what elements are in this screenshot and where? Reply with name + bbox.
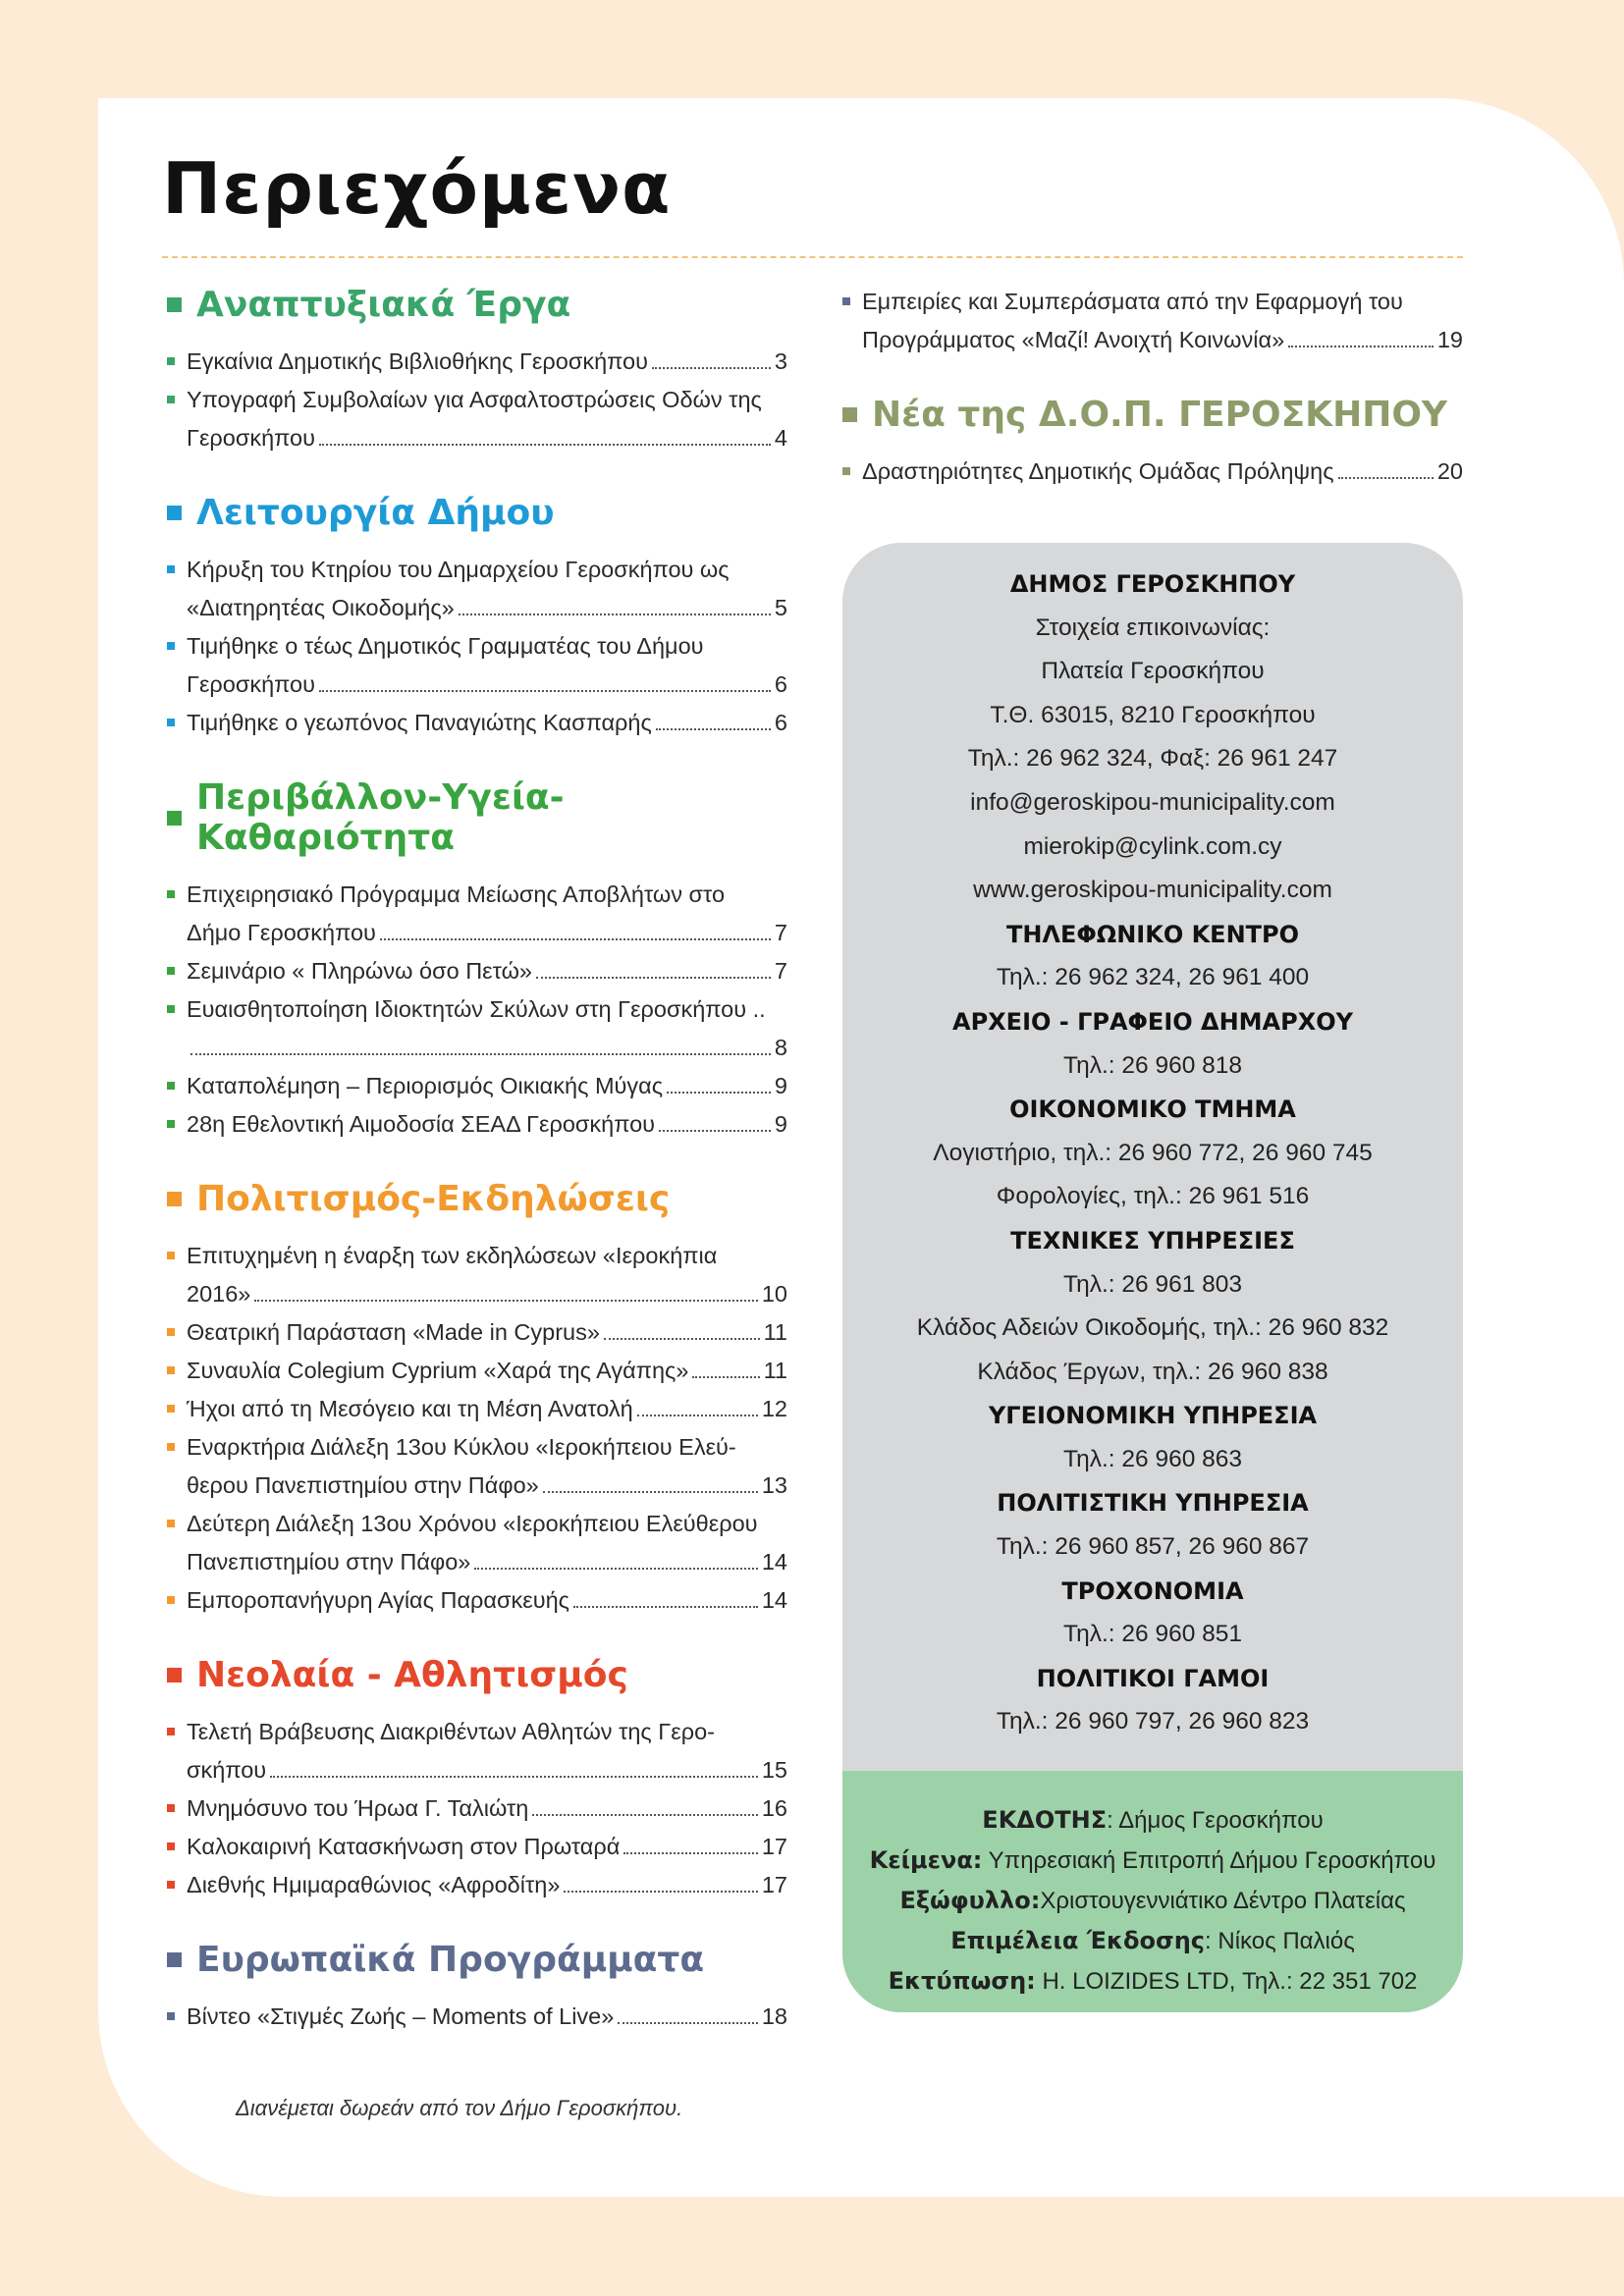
publisher-label: Εκτύπωση: [888,1967,1036,1995]
toc-entry [167,1105,787,1144]
toc-entry-title: Εμποροπανήγυρη Αγίας Παρασκευής [187,1587,569,1613]
square-bullet-icon [167,1952,182,1967]
section-heading-text: Νεολαία - Αθλητισμός [196,1655,628,1695]
contact-heading: ΤΕΧΝΙΚΕΣ ΥΠΗΡΕΣΙΕΣ [1010,1226,1295,1255]
toc-entry [167,1713,787,1789]
square-bullet-icon [167,1405,175,1413]
square-bullet-icon [167,1328,175,1336]
contact-line: Πλατεία Γεροσκήπου [1041,658,1265,685]
toc-right-column [842,285,1463,491]
toc-entry-page: 12 [761,1396,787,1421]
square-bullet-icon [842,407,857,422]
toc-entry-page: 11 [763,1319,787,1345]
square-bullet-icon [167,719,175,726]
publisher-line [842,1881,1463,1921]
contact-heading: ΥΓΕΙΟΝΟΜΙΚΗ ΥΠΗΡΕΣΙΑ [988,1402,1318,1430]
toc-entry [167,1828,787,1866]
dot-leader [459,614,771,615]
toc-entry-list [167,551,787,742]
toc-entry-page: 8 [774,1035,787,1060]
section-heading [167,777,787,858]
toc-entry-title: 28η Εθελοντική Αιμοδοσία ΣΕΑΔ Γεροσκήπου [187,1111,656,1137]
dot-leader [623,1852,758,1854]
toc-entry-page: 4 [774,425,787,451]
square-bullet-icon [167,1596,175,1604]
toc-entry-title: Επιχειρησιακό Πρόγραμμα Μείωσης Αποβλήτων στο [187,881,726,907]
toc-entry [167,1505,787,1581]
toc-entry [167,1866,787,1904]
square-bullet-icon [167,565,175,573]
toc-entry-page: 6 [774,710,787,735]
contact-heading: ΟΙΚΟΝΟΜΙΚΟ ΤΜΗΜΑ [1009,1095,1296,1124]
toc-section [167,493,787,742]
toc-entry-title: Εγκαίνια Δημοτικής Βιβλιοθήκης Γεροσκήπου [187,348,648,374]
publisher-value: Υπηρεσιακή Επιτροπή Δήμου Γεροσκήπου [988,1847,1436,1874]
footer-note: Διανέμεται δωρεάν από τον Δήμο Γεροσκήπου. [236,2096,683,2120]
toc-entry-title-cont: σκήπου [187,1757,267,1783]
publisher-line [842,1841,1463,1881]
dot-leader [692,1376,759,1378]
toc-entry-title: Καλοκαιρινή Κατασκήνωση στον Πρωταρά [187,1834,621,1859]
toc-entry-page: 7 [774,920,787,945]
dot-leader [270,1776,758,1778]
square-bullet-icon [842,467,850,475]
square-bullet-icon [167,1366,175,1374]
section-heading-text: Νέα της Δ.Ο.Π. ΓΕΡΟΣΚΗΠΟΥ [872,395,1448,435]
dot-leader [1288,346,1434,347]
toc-section [167,285,787,457]
dot-leader [319,444,771,446]
contact-line: Τηλ.: 26 962 324, 26 961 400 [996,964,1310,991]
publisher-line [842,1921,1463,1961]
toc-section [167,777,787,1144]
toc-entry-title-cont: Πανεπιστημίου στην Πάφο» [187,1549,471,1575]
toc-entry-title: Εμπειρίες και Συμπεράσματα από την Εφαρμογή του [862,289,1403,314]
square-bullet-icon [167,811,182,826]
toc-entry-page: 14 [761,1587,787,1613]
dot-leader [637,1415,758,1416]
publisher-value: Δήμος Γεροσκήπου [1118,1807,1324,1834]
toc-entry-page: 14 [761,1549,787,1575]
toc-entry [167,343,787,381]
toc-entry-page: 9 [774,1111,787,1137]
square-bullet-icon [167,1728,175,1735]
toc-entry-title: Τιμήθηκε ο γεωπόνος Παναγιώτης Κασπαρής [187,710,652,735]
section-heading-text: Λειτουργία Δήμου [196,493,555,533]
square-bullet-icon [167,890,175,898]
title-divider [162,256,1463,258]
dot-leader [254,1300,758,1302]
contact-line: mierokip@cylink.com.cy [1023,832,1282,860]
dot-leader [1338,477,1434,479]
toc-entry-page: 17 [761,1834,787,1859]
page-title: Περιεχόμενα [162,147,672,230]
toc-entry [167,627,787,704]
toc-entry-title: Θεατρική Παράσταση «Made in Cyprus» [187,1319,600,1345]
toc-entry-title-cont: Γεροσκήπου [187,425,315,451]
square-bullet-icon [167,1842,175,1850]
toc-entry-title: Συναυλία Colegium Cyprium «Χαρά της Αγάπης» [187,1358,689,1383]
toc-entry-title: Βίντεο «Στιγμές Ζωής – Moments of Live» [187,2003,615,2029]
toc-entry-title: Ήχοι από τη Μεσόγειο και τη Μέση Ανατολή [187,1396,633,1421]
toc-entry-page: 18 [761,2003,787,2029]
square-bullet-icon [167,642,175,650]
toc-entry [167,1581,787,1620]
publisher-line [842,1800,1463,1841]
dot-leader [543,1491,758,1493]
toc-entry [167,1313,787,1352]
contact-heading: ΤΡΟΧΟΝΟΜΙΑ [1061,1576,1244,1605]
square-bullet-icon [167,396,175,403]
toc-entry [167,952,787,990]
contact-line: Στοιχεία επικοινωνίας: [1035,614,1271,641]
dot-leader [659,1130,771,1132]
contact-heading: ΑΡΧΕΙΟ - ΓΡΑΦΕΙΟ ΔΗΜΑΡΧΟΥ [952,1007,1353,1036]
contact-heading: ΠΟΛΙΤΙΚΟΙ ΓΑΜΟΙ [1036,1664,1270,1692]
contact-line: Τηλ.: 26 960 857, 26 960 867 [996,1533,1310,1561]
contact-panel [842,543,1463,2012]
dot-leader [604,1338,760,1340]
toc-entry [167,1237,787,1313]
section-heading-text: Ευρωπαϊκά Προγράμματα [196,1940,705,1980]
square-bullet-icon [167,1668,182,1682]
section-heading-text: Αναπτυξιακά Έργα [196,285,571,325]
contact-line: Τηλ.: 26 962 324, Φαξ: 26 961 247 [967,745,1338,773]
toc-entry-page: 10 [761,1281,787,1307]
toc-entry-title-cont: Γεροσκήπου [187,671,315,697]
contact-heading: ΤΗΛΕΦΩΝΙΚΟ ΚΕΝΤΡΟ [1005,920,1300,948]
publisher-value: Χριστουγεννιάτικο Δέντρο Πλατείας [1040,1888,1406,1914]
toc-entry-title: Δεύτερη Διάλεξη 13ου Χρόνου «Ιεροκήπειου Ελεύθερου [187,1511,758,1536]
toc-entry [842,453,1463,491]
contact-line: info@geroskipou-municipality.com [970,788,1335,816]
toc-entry-title-cont: 2016» [187,1281,251,1307]
publisher-sep: : [1205,1928,1218,1954]
publisher-box [842,1771,1463,2012]
contact-line: www.geroskipou-municipality.com [973,877,1332,904]
toc-entry-page: 15 [761,1757,787,1783]
toc-entry-page: 3 [774,348,787,374]
contact-line: Τηλ.: 26 960 851 [1062,1621,1243,1648]
toc-entry-page: 7 [774,958,787,984]
toc-entry [167,1789,787,1828]
square-bullet-icon [167,1881,175,1889]
toc-entry-page: 11 [763,1358,787,1383]
square-bullet-icon [167,1082,175,1090]
section-heading-text: Πολιτισμός-Εκδηλώσεις [196,1179,671,1219]
toc-section [167,1179,787,1620]
toc-entry-title: Σεμινάριο « Πληρώνω όσο Πετώ» [187,958,533,984]
square-bullet-icon [167,1804,175,1812]
toc-entry-title: Μνημόσυνο του Ήρωα Γ. Ταλιώτη [187,1795,529,1821]
square-bullet-icon [167,357,175,365]
publisher-label: Κείμενα: [869,1846,983,1874]
toc-entry-title: Τιμήθηκε ο τέως Δημοτικός Γραμματέας του Δήμου [187,633,704,659]
dot-leader [573,1606,758,1608]
toc-entry-list [167,343,787,457]
section-heading [167,285,787,325]
toc-entry [167,990,787,1067]
publisher-sep: : [1107,1807,1119,1834]
dot-leader [380,938,771,940]
toc-entry-title: Εναρκτήρια Διάλεξη 13ου Κύκλου «Ιεροκήπειου Ελεύ- [187,1434,736,1460]
toc-entry-page: 6 [774,671,787,697]
publisher-label: ΕΚΔΟΤΗΣ [982,1806,1108,1834]
dot-leader [667,1092,771,1094]
toc-entry [167,1428,787,1505]
publisher-value: H. LOIZIDES LTD, Τηλ.: 22 351 702 [1042,1968,1418,1995]
square-bullet-icon [167,506,182,520]
square-bullet-icon [167,1520,175,1527]
contact-line: Τηλ.: 26 960 797, 26 960 823 [996,1708,1310,1735]
toc-section [167,1940,787,2036]
toc-entry-title-cont: Προγράμματος «Μαζί! Ανοιχτή Κοινωνία» [862,327,1285,352]
toc-entry-list [167,1998,787,2036]
toc-section [842,395,1463,491]
section-heading [167,493,787,533]
square-bullet-icon [167,297,182,312]
dot-leader [474,1568,758,1570]
dot-leader [618,2022,758,2024]
contact-heading: ΠΟΛΙΤΙΣΤΙΚΗ ΥΠΗΡΕΣΙΑ [997,1489,1309,1518]
toc-entry-page: 20 [1436,458,1463,484]
contact-heading: ΔΗΜΟΣ ΓΕΡΟΣΚΗΠΟΥ [1009,570,1296,598]
publisher-line [842,1961,1463,2002]
toc-section [167,1655,787,1904]
section-heading-text: Περιβάλλον-Υγεία-Καθαριότητα [196,777,565,858]
toc-entry-page: 5 [774,595,787,620]
toc-entry [842,283,1463,359]
dot-leader [656,728,771,730]
square-bullet-icon [842,297,850,305]
toc-entry-title-cont: «Διατηρητέας Οικοδομής» [187,595,455,620]
toc-entry-list [167,876,787,1144]
contact-list [842,543,1463,1744]
publisher-label: Επιμέλεια Έκδοσης [950,1927,1206,1954]
contact-line: Κλάδος Αδειών Οικοδομής, τηλ.: 26 960 832 [916,1314,1389,1342]
toc-entry [167,876,787,952]
square-bullet-icon [167,1252,175,1259]
contact-line: Λογιστήριο, τηλ.: 26 960 772, 26 960 745 [933,1139,1373,1166]
section-heading [842,395,1463,435]
publisher-value: Νίκος Παλιός [1218,1928,1355,1954]
contact-line: Τηλ.: 26 960 863 [1062,1445,1243,1472]
toc-entry-title: Επιτυχημένη η έναρξη των εκδηλώσεων «Ιεροκήπια [187,1243,718,1268]
toc-entry-list [167,1237,787,1620]
toc-entry-title: Διεθνής Ημιμαραθώνιος «Αφροδίτη» [187,1872,561,1897]
toc-entry-page: 19 [1436,327,1463,352]
publisher-label: Εξώφυλλο: [899,1887,1041,1914]
toc-entry [167,381,787,457]
toc-entry-page: 9 [774,1073,787,1098]
contact-line: Τ.Θ. 63015, 8210 Γεροσκήπου [990,701,1316,728]
toc-entry-page: 13 [761,1472,787,1498]
square-bullet-icon [167,1005,175,1013]
square-bullet-icon [167,1443,175,1451]
section-heading [167,1940,787,1980]
toc-entry-list [842,453,1463,491]
section-heading [167,1179,787,1219]
dot-leader [652,367,771,369]
dot-leader [536,977,771,979]
toc-entry [167,704,787,742]
square-bullet-icon [167,1192,182,1206]
toc-entry-list [167,1713,787,1904]
contact-line: Φορολογίες, τηλ.: 26 961 516 [996,1183,1310,1210]
toc-entry [167,1390,787,1428]
toc-entry [167,1352,787,1390]
toc-entry-title-cont: Δήμο Γεροσκήπου [187,920,376,945]
toc-entry [167,1998,787,2036]
toc-entry-page: 17 [761,1872,787,1897]
dot-leader [564,1891,757,1893]
dot-leader [319,690,771,692]
toc-entry-list [842,283,1463,359]
square-bullet-icon [167,967,175,975]
toc-entry-title-cont: θερου Πανεπιστημίου στην Πάφο» [187,1472,539,1498]
dot-leader [532,1814,758,1816]
toc-entry-title: Δραστηριότητες Δημοτικής Ομάδας Πρόληψης [862,458,1334,484]
toc-left-column [167,285,787,2071]
toc-entry-title: Κήρυξη του Κτηρίου του Δημαρχείου Γεροσκήπου ως [187,557,730,582]
section-heading [167,1655,787,1695]
toc-entry [167,1067,787,1105]
toc-entry-title: Υπογραφή Συμβολαίων για Ασφαλτοστρώσεις Οδών της [187,387,762,412]
toc-entry-title: Τελετή Βράβευσης Διακριθέντων Αθλητών της Γερο- [187,1719,715,1744]
toc-entry-page: 16 [761,1795,787,1821]
toc-entry-title: Καταπολέμηση – Περιορισμός Οικιακής Μύγας [187,1073,664,1098]
contact-line: Κλάδος Έργων, τηλ.: 26 960 838 [977,1358,1328,1385]
contact-line: Τηλ.: 26 960 818 [1062,1051,1243,1079]
publisher-list [842,1771,1463,2002]
dot-leader [190,1053,771,1055]
square-bullet-icon [167,1120,175,1128]
square-bullet-icon [167,2012,175,2020]
contact-line: Τηλ.: 26 961 803 [1062,1270,1243,1298]
toc-entry [167,551,787,627]
toc-entry-title: Ευαισθητοποίηση Ιδιοκτητών Σκύλων στη Γεροσκήπου .. [187,996,766,1022]
